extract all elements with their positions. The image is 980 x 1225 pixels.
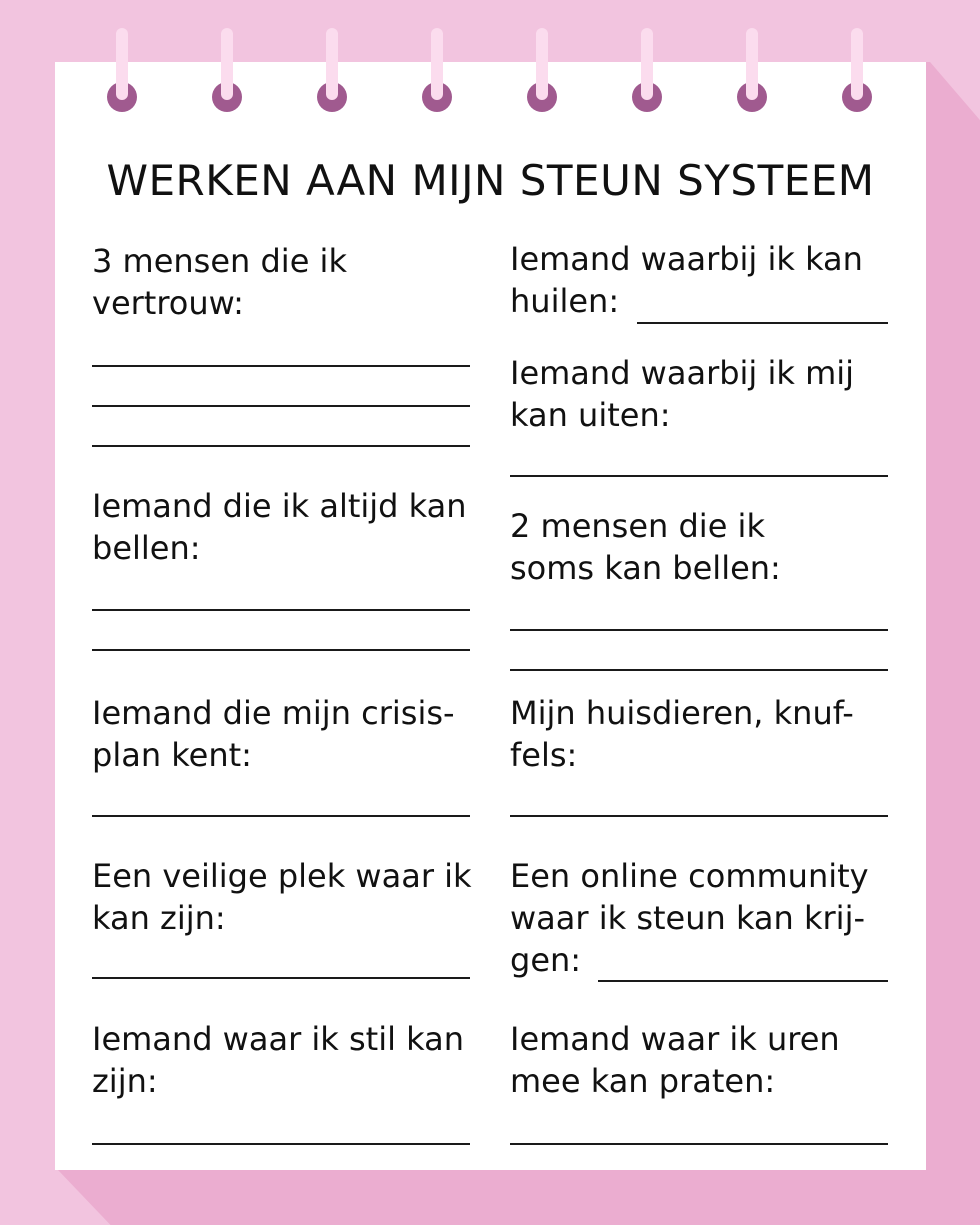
answer-line[interactable] <box>92 365 470 367</box>
binder-ring <box>522 28 562 118</box>
prompt-online-community: Een online community waar ik steun kan krij- gen: <box>510 857 869 979</box>
binder-ring <box>312 28 352 118</box>
prompt-safe-place: Een veilige plek waar ik kan zijn: <box>92 857 472 937</box>
prompt-express-to: Iemand waarbij ik mij kan uiten: <box>510 354 855 434</box>
answer-line[interactable] <box>92 815 470 817</box>
prompt-quiet-with: Iemand waar ik stil kan zijn: <box>92 1020 465 1100</box>
notepad-sheet <box>55 62 926 1170</box>
binder-ring <box>627 28 667 118</box>
prompt-trusted-people: 3 mensen die ik vertrouw: <box>92 242 347 322</box>
binder-ring <box>102 28 142 118</box>
answer-line[interactable] <box>637 322 888 324</box>
answer-line[interactable] <box>510 475 888 477</box>
answer-line[interactable] <box>510 1143 888 1145</box>
answer-line[interactable] <box>92 649 470 651</box>
page-title: WERKEN AAN MIJN STEUN SYSTEEM <box>106 156 875 205</box>
prompt-cry-with: Iemand waarbij ik kan huilen: <box>510 240 863 320</box>
answer-line[interactable] <box>510 629 888 631</box>
answer-line[interactable] <box>92 445 470 447</box>
answer-line[interactable] <box>92 609 470 611</box>
prompt-always-call: Iemand die ik altijd kan bellen: <box>92 487 467 567</box>
answer-line[interactable] <box>598 980 888 982</box>
answer-line[interactable] <box>92 405 470 407</box>
answer-line[interactable] <box>510 815 888 817</box>
binder-ring <box>732 28 772 118</box>
binder-ring <box>207 28 247 118</box>
prompt-crisis-plan: Iemand die mijn crisis- plan kent: <box>92 694 455 774</box>
prompt-pets-plush: Mijn huisdieren, knuf- fels: <box>510 694 854 774</box>
prompt-sometimes-call: 2 mensen die ik soms kan bellen: <box>510 507 781 587</box>
binder-ring <box>837 28 877 118</box>
answer-line[interactable] <box>92 1143 470 1145</box>
answer-line[interactable] <box>510 669 888 671</box>
prompt-talk-for-hours: Iemand waar ik uren mee kan praten: <box>510 1020 840 1100</box>
answer-line[interactable] <box>92 977 470 979</box>
binder-ring <box>417 28 457 118</box>
